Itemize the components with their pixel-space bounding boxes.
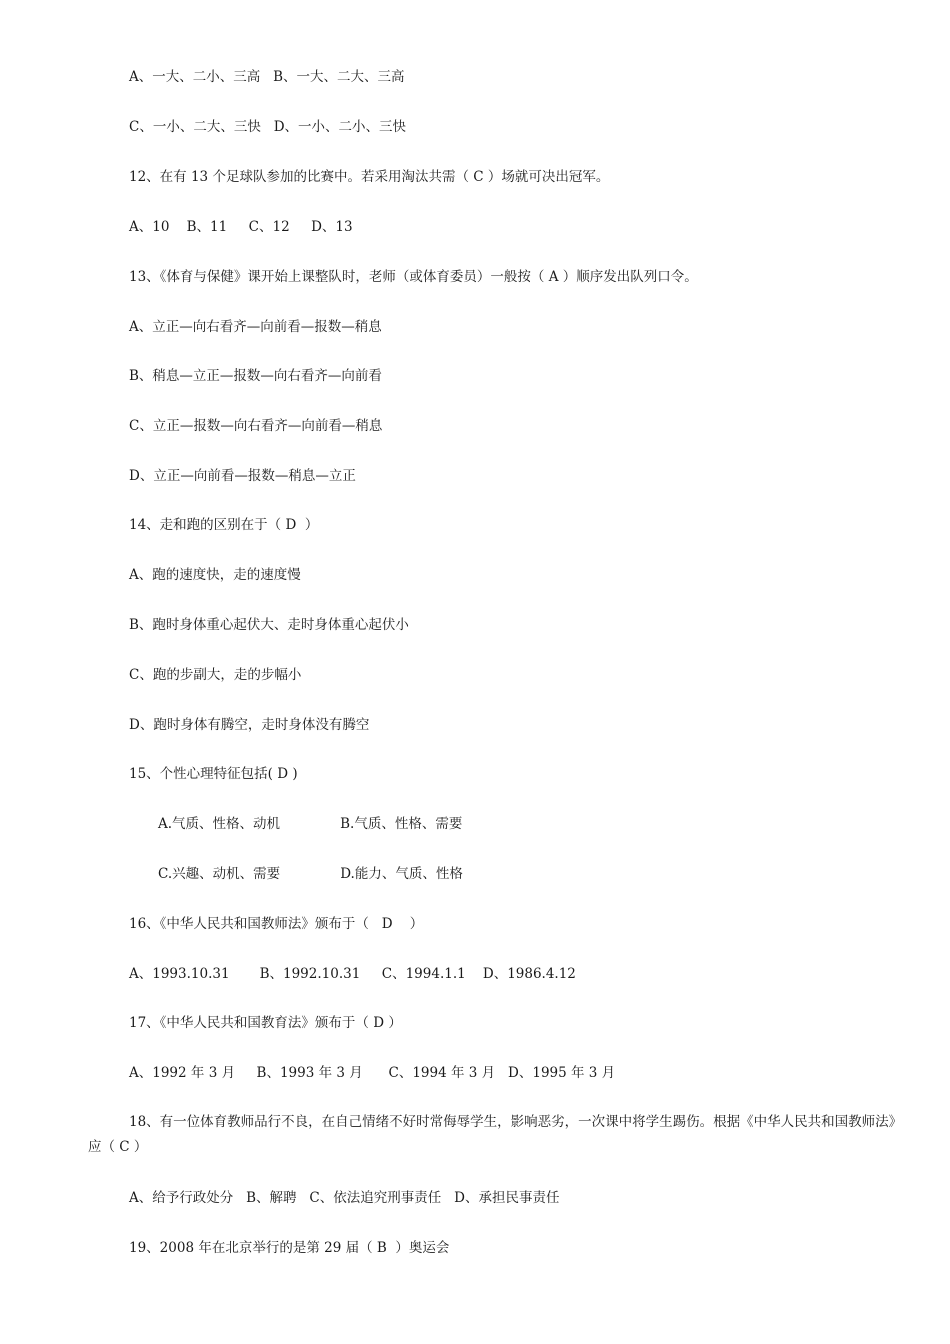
q13-option-b: B、稍息—立正—报数—向右看齐—向前看	[129, 368, 382, 384]
q14-option-d: D、跑时身体有腾空，走时身体没有腾空	[129, 717, 370, 733]
q16-question: 16、《中华人民共和国教师法》颁布于（ D ）	[129, 916, 424, 932]
q17-question: 17、《中华人民共和国教育法》颁布于（ D ）	[129, 1015, 402, 1031]
q15-options-cd: C.兴趣、动机、需要 D.能力、气质、性格	[158, 866, 463, 882]
q12-options: A、10 B、11 C、12 D、13	[129, 219, 353, 235]
q13-option-d: D、立正—向前看—报数—稍息—立正	[129, 468, 356, 484]
q17-options: A、1992 年 3 月 B、1993 年 3 月 C、1994 年 3 月 D、1995 年 3 月	[129, 1065, 616, 1081]
q13-question: 13、《体育与保健》课开始上课整队时，老师（或体育委员）一般按（ A ）顺序发出队列口令。	[129, 269, 698, 285]
q14-question: 14、走和跑的区别在于（ D ）	[129, 517, 319, 533]
q11-options-cd: C、一小、二大、三快 D、一小、二小、三快	[129, 119, 407, 135]
q14-option-b: B、跑时身体重心起伏大、走时身体重心起伏小	[129, 617, 409, 633]
q18-options: A、给予行政处分 B、解聘 C、依法追究刑事责任 D、承担民事责任	[129, 1190, 560, 1206]
q11-options-ab: A、一大、二小、三高 B、一大、二大、三高	[129, 69, 405, 85]
q14-option-a: A、跑的速度快，走的速度慢	[129, 567, 301, 583]
q14-option-c: C、跑的步副大，走的步幅小	[129, 667, 302, 683]
q18-question: 18、有一位体育教师品行不良，在自己情绪不好时常侮辱学生，影响恶劣，一次课中将学生踢伤。根据《中华人民共和国教师法》应（ C ）	[88, 1114, 896, 1155]
q15-options-ab: A.气质、性格、动机 B.气质、性格、需要	[158, 816, 463, 832]
q19-question: 19、2008 年在北京举行的是第 29 届（ B ）奥运会	[129, 1240, 450, 1256]
q12-question: 12、在有 13 个足球队参加的比赛中。若采用淘汰共需（ C ）场就可决出冠军。	[129, 169, 610, 185]
q13-option-a: A、立正—向右看齐—向前看—报数—稍息	[129, 319, 382, 335]
q15-question: 15、个性心理特征包括( D )	[129, 766, 298, 782]
q16-options: A、1993.10.31 B、1992.10.31 C、1994.1.1 D、1986.4.12	[129, 966, 576, 982]
q13-option-c: C、立正—报数—向右看齐—向前看—稍息	[129, 418, 383, 434]
